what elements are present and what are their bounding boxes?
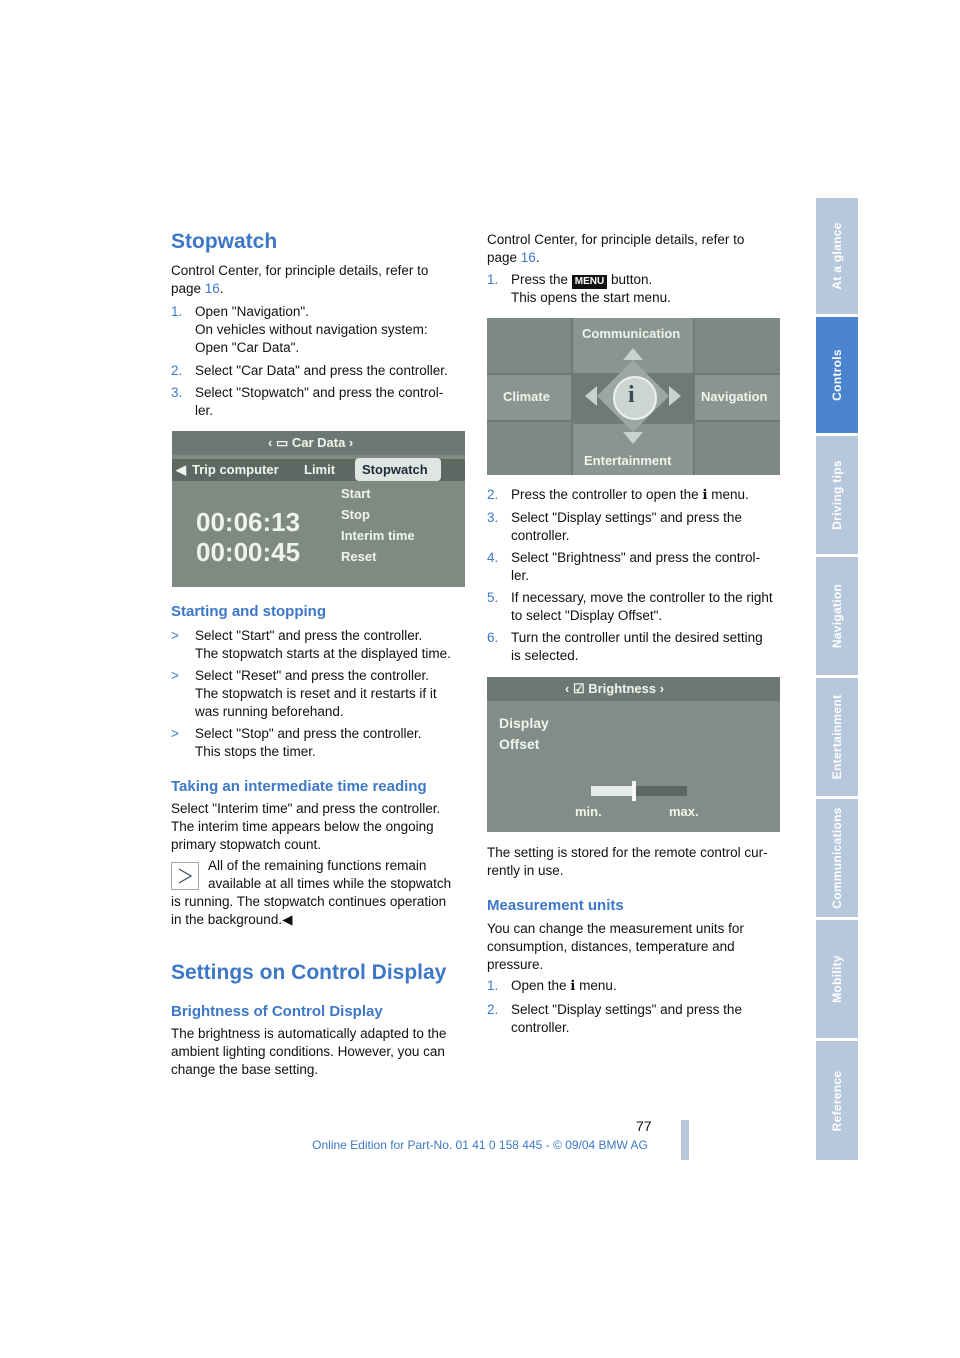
units-paragraph: You can change the measurement units for consumption, distances, temperature and pressure.	[487, 921, 744, 972]
menu-key-icon: MENU	[572, 275, 607, 289]
option-display[interactable]: Display	[499, 715, 549, 731]
heading-settings-control-display: Settings on Control Display	[171, 961, 447, 984]
brightness-screen: ‹ ☑ Brightness › Display Offset min. max.	[487, 677, 780, 832]
tab-at-a-glance[interactable]: At a glance	[816, 198, 858, 314]
tab-entertainment[interactable]: Entertainment	[816, 678, 858, 796]
tab-driving-tips[interactable]: Driving tips	[816, 436, 858, 554]
section-sidebar	[816, 198, 858, 1160]
brightness-paragraph: The brightness is automatically adapted to the ambient lighting conditions. However, you can change the base setting.	[171, 1026, 447, 1077]
tab-reference[interactable]: Reference	[816, 1041, 858, 1160]
interim-paragraph: Select "Interim time" and press the controller. The interim time appears below the ongoing primary stopwatch count.	[171, 801, 441, 852]
tab-trip-computer[interactable]: Trip computer	[192, 462, 279, 477]
brightness-slider[interactable]	[591, 786, 687, 796]
tab-controls[interactable]: Controls	[816, 317, 858, 433]
option-offset[interactable]: Offset	[499, 736, 540, 752]
menu-entertainment[interactable]: Entertainment	[584, 453, 672, 468]
brightness-slider-handle[interactable]	[632, 781, 636, 801]
tab-communications[interactable]: Communications	[816, 799, 858, 917]
page-link-16-right[interactable]: 16	[520, 250, 536, 265]
tab-mobility[interactable]: Mobility	[816, 920, 858, 1038]
page-link-16[interactable]: 16	[204, 281, 220, 296]
slider-max-label: max.	[669, 804, 699, 819]
start-menu-screen: Communication Climate Navigation Entertainment i	[487, 318, 780, 475]
menu-climate[interactable]: Climate	[503, 389, 550, 404]
footer-edition: Online Edition for Part-No. 01 41 0 158 445 - © 09/04 BMW AG	[312, 1138, 648, 1152]
brightness-title: Brightness	[588, 681, 657, 696]
time-primary: 00:06:13	[196, 507, 301, 537]
menu-stop[interactable]: Stop	[341, 507, 370, 522]
page-number: 77	[636, 1118, 652, 1134]
menu-reset[interactable]: Reset	[341, 549, 377, 564]
info-icon[interactable]	[613, 376, 657, 420]
heading-brightness: Brightness of Control Display	[171, 1003, 383, 1020]
stopwatch-intro: Control Center, for principle details, refer to page 16.	[171, 263, 429, 296]
stopwatch-screen: ‹ ▭ Car Data › ◀ Trip computer Limit Stopwatch 00:06:13 00:00:45 Start Stop Interim time Reset	[172, 431, 465, 587]
tab-navigation[interactable]: Navigation	[816, 557, 858, 675]
tab-stopwatch[interactable]: Stopwatch	[362, 462, 428, 477]
menu-communication[interactable]: Communication	[582, 326, 681, 341]
brightness-slider-fill	[591, 786, 634, 796]
menu-intro: Control Center, for principle details, refer to page 16.	[487, 232, 745, 265]
note-paragraph: All of the remaining functions remain available at all times while the stopwatch is running. The stopwatch continues operation in the background.◀	[171, 858, 452, 927]
time-secondary: 00:00:45	[196, 537, 301, 567]
heading-intermediate-time: Taking an intermediate time reading	[171, 778, 427, 795]
heading-stopwatch: Stopwatch	[171, 230, 278, 253]
heading-starting-stopping: Starting and stopping	[171, 603, 326, 620]
menu-navigation[interactable]: Navigation	[701, 389, 768, 404]
tab-limit[interactable]: Limit	[304, 462, 336, 477]
heading-measurement-units: Measurement units	[487, 897, 624, 914]
menu-interim-time[interactable]: Interim time	[341, 528, 415, 543]
stored-paragraph: The setting is stored for the remote control cur- rently in use.	[487, 845, 768, 878]
menu-start[interactable]: Start	[341, 486, 371, 501]
slider-min-label: min.	[575, 804, 602, 819]
